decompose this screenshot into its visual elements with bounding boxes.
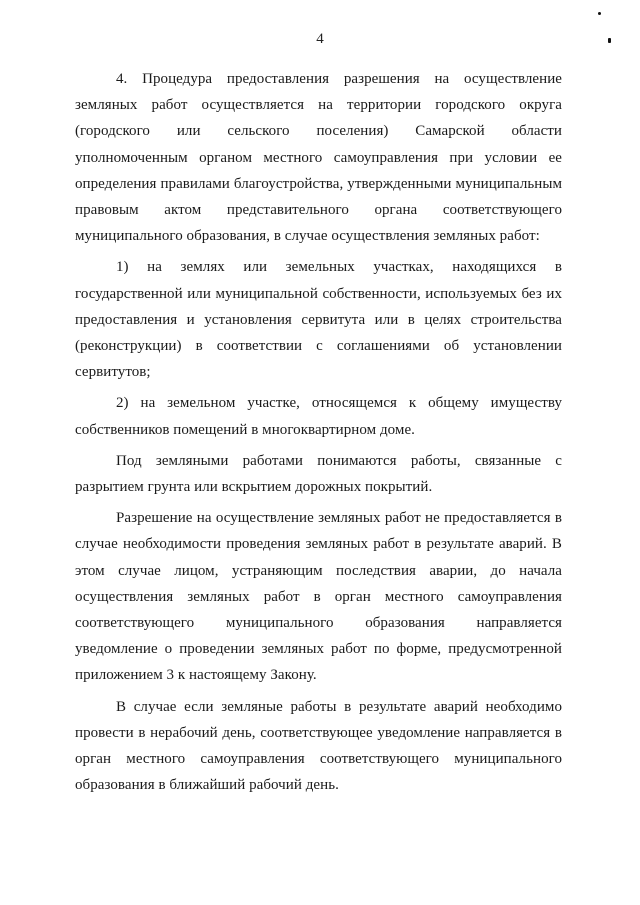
paragraph-item-2: 2) на земельном участке, относящемся к общему имуществу собственников помещений в многоквартирном доме.	[75, 395, 562, 438]
paragraph-non-working-day: В случае если земляные работы в результате аварий необходимо провести в нерабочий день, соответствующее уведомление направляется в орган местного самоуправления соответствующего муниципального образования в ближайший рабочий день.	[75, 698, 562, 794]
paragraph-accident-exception: Разрешение на осуществление земляных работ не предоставляется в случае необходимости проведения земляных работ в результате аварий. В этом случае лицом, устраняющим последствия аварии, до начала осуществления земляных работ в орган местного самоуправления соответствующего муниципального образования направляется уведомление о проведении земляных работ по форме, предусмотренной приложением 3 к настоящему Закону.	[75, 510, 562, 684]
scan-speck	[598, 12, 601, 15]
paragraph-item-1: 1) на землях или земельных участках, находящихся в государственной или муниципальной собственности, используемых без их предоставления и установления сервитута или в целях строительства (реконструкции) в соответствии с соглашениями об установлении сервитутов;	[75, 259, 562, 381]
page-number: 4	[316, 31, 324, 47]
paragraph-earthworks-definition: Под земляными работами понимаются работы, связанные с разрытием грунта или вскрытием дорожных покрытий.	[75, 452, 562, 496]
paragraph-procedure: 4. Процедура предоставления разрешения на осуществление земляных работ осуществляется на территории городского округа (городского или сельского поселения) Самарской области уполномоченным органом местного самоуправления при условии ее определения правилами благоустройства, утвержденными муниципальным правовым актом представительного органа соответствующего муниципального образования, в случае осуществления земляных работ:	[75, 71, 562, 245]
document-body	[75, 66, 562, 803]
